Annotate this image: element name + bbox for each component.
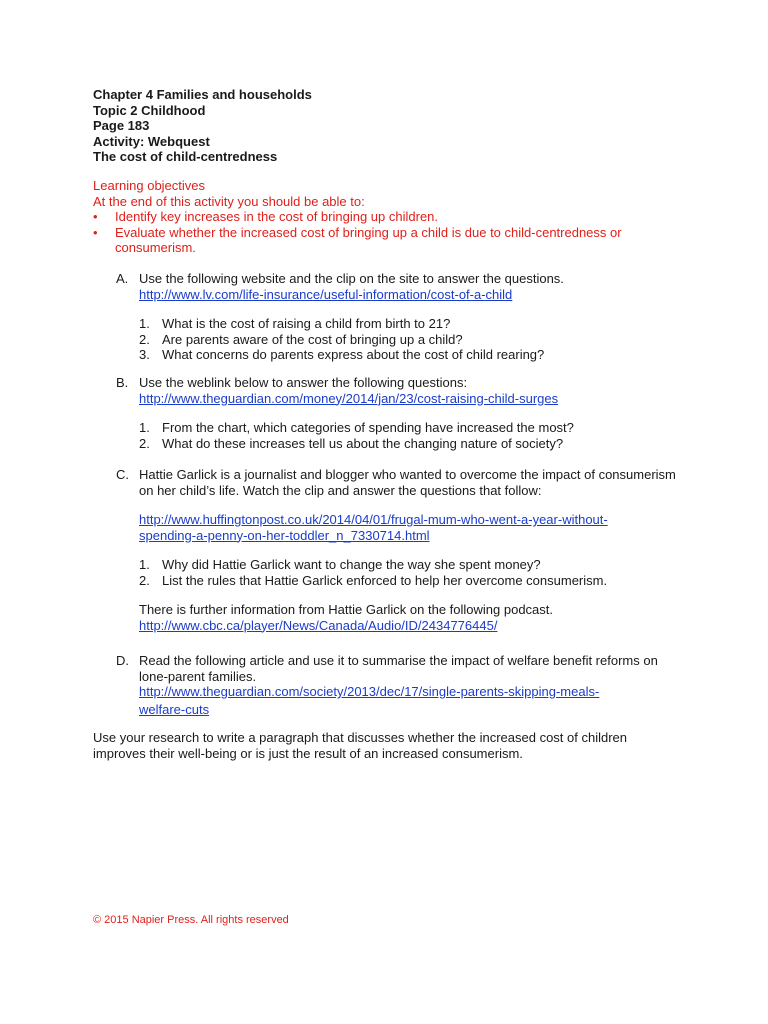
section-a (116, 271, 676, 363)
section-instruction: Hattie Garlick is a journalist and blogger who wanted to overcome the impact of consumerism on her child’s life. Watch the clip and answer the questions that follow: (139, 467, 676, 498)
question-text: Are parents aware of the cost of bringing up a child? (162, 331, 463, 347)
question-number: 1. (139, 316, 150, 331)
question-text: Why did Hattie Garlick want to change the way she spent money? (162, 557, 541, 572)
section-c (116, 467, 676, 633)
objectives-intro: At the end of this activity you should be able to: (93, 193, 365, 209)
question-list (139, 557, 676, 588)
question-text: From the chart, which categories of spending have increased the most? (162, 420, 574, 435)
chapter-title: Chapter 4 Families and households (93, 87, 312, 102)
question-text: What is the cost of raising a child from birth to 21? (162, 316, 451, 331)
section-b (116, 375, 676, 451)
question-item (139, 347, 676, 363)
huffingtonpost-frugal-mum-link-cont[interactable]: spending-a-penny-on-her-toddler_n_7330714.html (139, 527, 430, 543)
guardian-cost-raising-child-link[interactable]: http://www.theguardian.com/money/2014/jan/23/cost-raising-child-surges (139, 390, 559, 406)
objective-text: Identify key increases in the cost of bringing up children. (115, 209, 439, 224)
cbc-podcast-link[interactable]: http://www.cbc.ca/player/News/Canada/Audio/ID/2434776445/ (139, 617, 498, 633)
question-item (139, 332, 676, 348)
podcast-text: There is further information from Hattie Garlick on the following podcast. (139, 602, 554, 617)
section-letter: D. (116, 653, 129, 668)
question-number: 3. (139, 347, 150, 362)
objective-item (93, 225, 693, 256)
question-item (139, 420, 676, 436)
question-item (139, 436, 676, 452)
section-letter: A. (116, 271, 129, 286)
bullet-icon: • (93, 209, 98, 224)
closing-task: Use your research to write a paragraph that discusses whether the increased cost of children improves their well-being or is just the result of an increased consumerism. (93, 730, 627, 761)
section-instruction: Use the following website and the clip on the site to answer the questions. (139, 271, 564, 286)
question-number: 2. (139, 435, 150, 451)
section-instruction: Read the following article and use it to summarise the impact of welfare benefit reforms on lone-parent families. (139, 653, 658, 684)
question-text: What do these increases tell us about the changing nature of society? (162, 435, 564, 451)
page-reference: Page 183 (93, 118, 150, 133)
guardian-single-parents-link[interactable]: http://www.theguardian.com/society/2013/dec/17/single-parents-skipping-meals- (139, 684, 600, 699)
question-item (139, 316, 676, 332)
question-list (139, 420, 676, 451)
topic-title: Topic 2 Childhood (93, 102, 206, 118)
question-number: 1. (139, 420, 150, 435)
section-instruction: Use the weblink below to answer the following questions: (139, 375, 468, 390)
question-number: 2. (139, 331, 150, 347)
question-item (139, 557, 676, 573)
learning-objectives (93, 178, 693, 256)
question-number: 1. (139, 557, 150, 572)
question-text: List the rules that Hattie Garlick enforced to help her overcome consumerism. (162, 572, 608, 588)
activity-title: The cost of child-centredness (93, 149, 278, 164)
objectives-heading: Learning objectives (93, 178, 206, 193)
huffingtonpost-frugal-mum-link[interactable]: http://www.huffingtonpost.co.uk/2014/04/01/frugal-mum-who-went-a-year-without- (139, 512, 608, 527)
question-number: 2. (139, 572, 150, 588)
section-letter: C. (116, 467, 129, 482)
bullet-icon: • (93, 224, 98, 240)
question-list (139, 316, 676, 363)
question-item (139, 573, 676, 589)
copyright-footer: © 2015 Napier Press. All rights reserved (93, 914, 289, 926)
question-text: What concerns do parents express about the cost of child rearing? (162, 347, 545, 362)
section-letter: B. (116, 375, 129, 390)
lv-cost-of-child-link[interactable]: http://www.lv.com/life-insurance/useful-information/cost-of-a-child (139, 286, 513, 302)
activity-label: Activity: Webquest (93, 133, 210, 149)
document-header (93, 87, 312, 165)
objective-text: Evaluate whether the increased cost of bringing up a child is due to child-centredness or consumerism. (115, 224, 622, 255)
objective-item (93, 209, 693, 225)
section-d (116, 653, 676, 717)
guardian-single-parents-link-cont[interactable]: welfare-cuts (139, 701, 210, 717)
